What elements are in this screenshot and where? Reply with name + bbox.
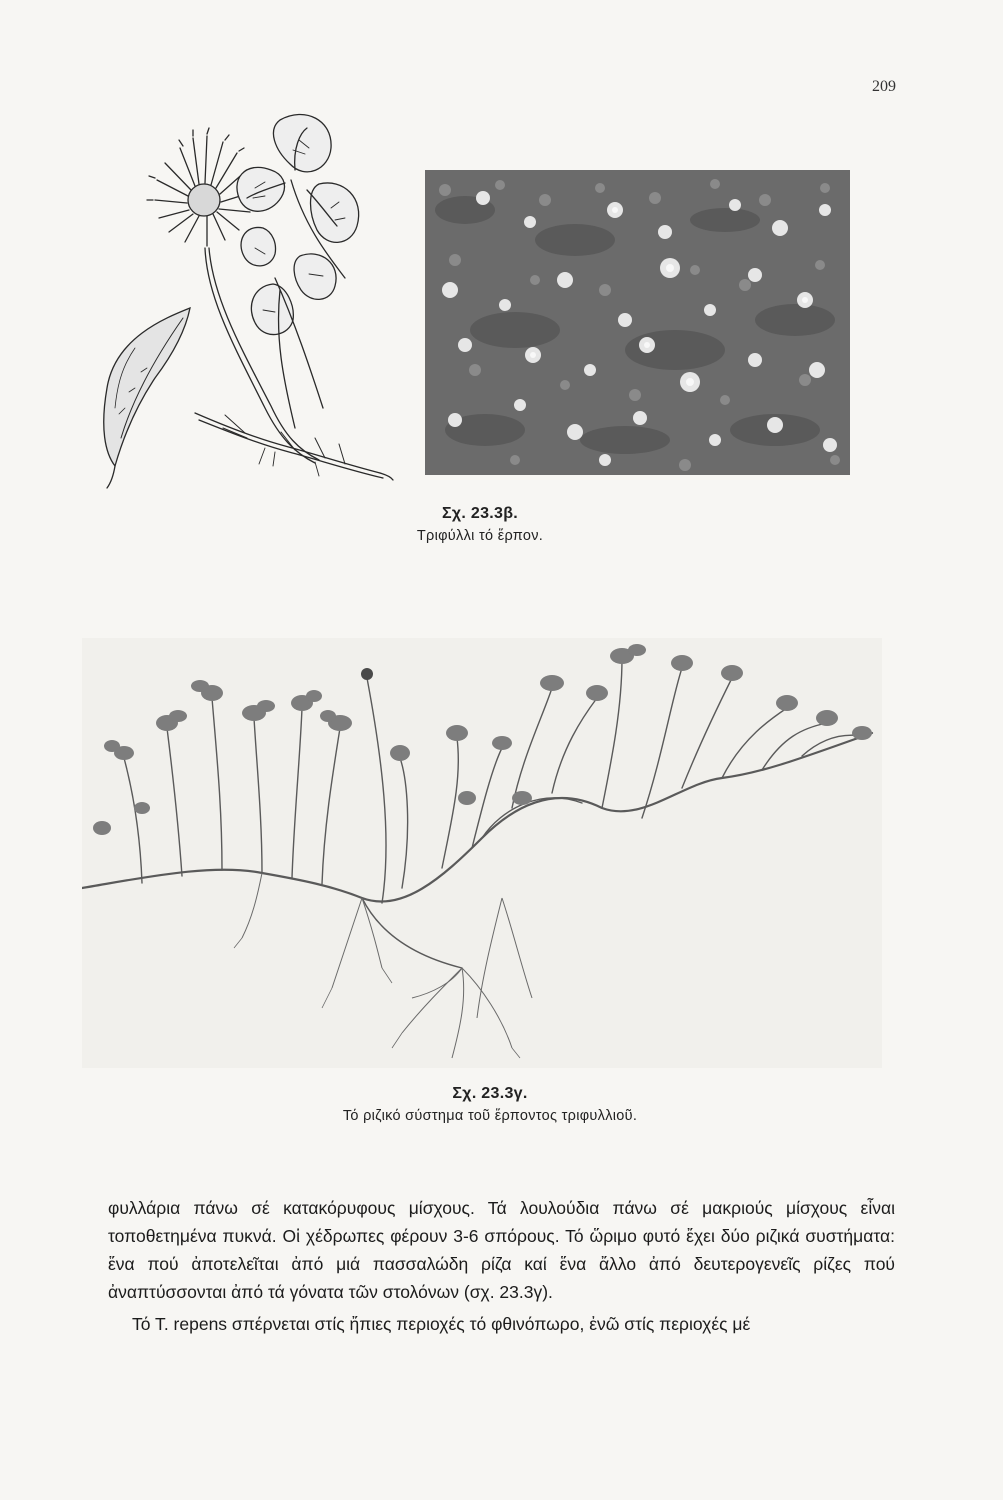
page-number: 209 <box>872 78 896 95</box>
figure-caption-text: Τό ριζικό σύστημα τοῦ ἕρποντος τριφυλλιοῦ. <box>342 1108 638 1124</box>
body-text <box>108 1194 895 1338</box>
figure-number: Σχ. 23.3γ. <box>452 1085 528 1102</box>
figure-caption-23-3g <box>210 1085 770 1124</box>
clover-root-system-photo <box>82 638 882 1068</box>
paragraph: φυλλάρια πάνω σέ κατακόρυφους μίσχους. Τά λουλούδια πάνω σέ μακριούς μίσχους εἶναι τοποθετημένα πυκνά. Οἱ χέδρωπες φέρουν 3-6 σπόρους. Τό ὥριμο φυτό ἔχει δύο ριζικά συστήματα: ἕνα πού ἀποτελεῖται ἀπό μιά πασσαλώδη ρίζα καί ἕνα ἄλλο ἀπό δευτερογενεῖς ρίζες πού ἀναπτύσσονται ἀπό τά γόνατα τῶν στολόνων (σχ. 23.3γ). <box>108 1198 895 1302</box>
clover-field-photo <box>425 170 850 475</box>
trifoliate-leaf-middle <box>241 227 336 428</box>
clover-drawing-illustration <box>95 108 395 493</box>
figure-caption-text: Τριφύλλι τό ἕρπον. <box>416 528 544 544</box>
paragraph: Τό Τ. repens σπέρνεται στίς ἤπιες περιοχές τό φθινόπωρο, ἐνῶ στίς περιοχές μέ <box>132 1314 751 1334</box>
detached-leaflet <box>104 308 190 488</box>
figure-caption-23-3b <box>330 505 630 544</box>
clover-flower-bud <box>361 668 373 680</box>
figure-number: Σχ. 23.3β. <box>441 505 519 522</box>
